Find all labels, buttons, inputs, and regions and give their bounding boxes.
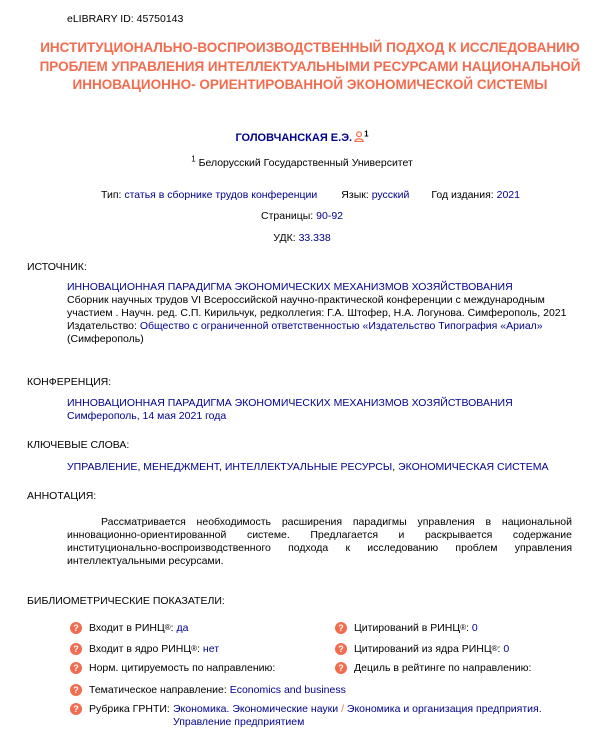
language-label: Язык: (341, 189, 369, 201)
help-icon[interactable]: ? (70, 662, 82, 674)
source-title-link[interactable]: ИННОВАЦИОННАЯ ПАРАДИГМА ЭКОНОМИЧЕСКИХ МЕХАНИЗМОВ ХОЗЯЙСТВОВАНИЯ (67, 281, 513, 293)
metric-theme: ? Тематическое направление: Economics and business (70, 684, 346, 696)
author-line (0, 131, 604, 144)
metric-rinc: ? Входит в РИНЦ ® : да (70, 622, 188, 634)
pages-label: Страницы: (261, 210, 314, 222)
keyword-link[interactable]: УПРАВЛЕНИЕ (67, 461, 138, 473)
metric-citations: ? Цитирований в РИНЦ ® : 0 (335, 622, 478, 634)
author-name[interactable]: ГОЛОВЧАНСКАЯ Е.Э. (235, 132, 353, 144)
affiliation-name: Белорусский Государственный Университет (198, 157, 413, 169)
language-value: русский (371, 189, 410, 201)
metric-rinc-core: ? Входит в ядро РИНЦ ® : нет (70, 643, 219, 655)
keywords-heading: КЛЮЧЕВЫЕ СЛОВА: (27, 439, 130, 451)
publisher-label: Издательство: (67, 320, 137, 332)
type-label: Тип: (101, 189, 122, 201)
keyword-link[interactable]: МЕНЕДЖМЕНТ (143, 461, 220, 473)
grnti-link-1[interactable]: Экономика. Экономические науки (173, 703, 339, 715)
theme-value: Economics and business (229, 684, 346, 696)
keyword-link[interactable]: ЭКОНОМИЧЕСКАЯ СИСТЕМА (398, 461, 549, 473)
help-icon[interactable]: ? (70, 622, 82, 634)
conference-heading: КОНФЕРЕНЦИЯ: (27, 376, 112, 388)
udk-line (0, 232, 604, 244)
source-details: Сборник научных трудов VI Всероссийской научно-практической конференции с международным участием . Научн. ред. С.П. Кирильчук, редколлегия: Г.А. Штофер, Н.А. Логунова. Симферополь, 2021 (67, 294, 567, 319)
help-icon[interactable]: ? (70, 703, 82, 715)
metric-norm-citation: ? Норм. цитируемость по направлению: (70, 662, 275, 674)
metric-core-citations: ? Цитирований из ядра РИНЦ ® : 0 (335, 643, 509, 655)
year-label: Год издания: (431, 189, 494, 201)
grnti-value: Экономика. Экономические науки / Экономика и организация предприятия. Управление предприятием (173, 703, 542, 728)
help-icon[interactable]: ? (70, 643, 82, 655)
publisher-city: (Симферополь) (67, 333, 144, 345)
help-icon[interactable]: ? (335, 622, 347, 634)
keyword-link[interactable]: ИНТЕЛЛЕКТУАЛЬНЫЕ РЕСУРСЫ (224, 461, 393, 473)
udk-value: 33.338 (298, 232, 331, 244)
keywords-list: УПРАВЛЕНИЕ, МЕНЕДЖМЕНТ, ИНТЕЛЛЕКТУАЛЬНЫЕ РЕСУРСЫ, ЭКОНОМИЧЕСКАЯ СИСТЕМА (67, 461, 549, 473)
pages-line (0, 210, 604, 222)
metric-grnti: ? Рубрика ГРНТИ: Экономика. Экономические науки / Экономика и организация предприятия. Управление предприятием (70, 703, 573, 729)
publisher-line (67, 320, 582, 346)
year-value: 2021 (496, 189, 520, 201)
bibliometrics-heading: БИБЛИОМЕТРИЧЕСКИЕ ПОКАЗАТЕЛИ: (27, 595, 225, 607)
pages-value: 90-92 (316, 210, 343, 222)
abstract-heading: АННОТАЦИЯ: (27, 490, 97, 502)
affiliation-sup: 1 (191, 154, 196, 164)
affiliation (0, 154, 604, 169)
help-icon[interactable]: ? (335, 662, 347, 674)
page-title: ИНСТИТУЦИОНАЛЬНО-ВОСПРОИЗВОДСТВЕННЫЙ ПОДХОД К ИССЛЕДОВАНИЮ ПРОБЛЕМ УПРАВЛЕНИЯ ИНТЕЛЛЕКТУАЛЬНЫМИ РЕСУРСАМИ НАЦИОНАЛЬНОЙ ИННОВАЦИОННО- ОРИЕНТИРОВАННОЙ ЭКОНОМИЧЕСКОЙ СИСТЕМЫ (39, 40, 581, 92)
help-icon[interactable]: ? (70, 684, 82, 696)
grnti-link-2[interactable]: Экономика и организация предприятия. Управление предприятием (173, 703, 542, 728)
abstract-text: Рассматривается необходимость расширения парадигмы управления в национальной инновационно-ориентированной системе. Предлагается и раскрывается содержание институционально-воспроизводственного подхода к исследованию проблем управления интеллектуальными ресурсами. (67, 516, 572, 567)
help-icon[interactable]: ? (335, 643, 347, 655)
citations-value[interactable]: 0 (471, 622, 478, 634)
publisher-link[interactable]: Общество с ограниченной ответственностью «Издательство Типография «Ариал» (139, 320, 543, 332)
user-icon (354, 131, 364, 142)
rinc-value: да (176, 622, 189, 634)
source-heading: ИСТОЧНИК: (27, 261, 87, 273)
udk-label: УДК: (273, 232, 296, 244)
conference-title-link[interactable]: ИННОВАЦИОННАЯ ПАРАДИГМА ЭКОНОМИЧЕСКИХ МЕХАНИЗМОВ ХОЗЯЙСТВОВАНИЯ (67, 397, 513, 409)
abstract-section (67, 516, 572, 568)
conference-section (67, 397, 582, 423)
core-citations-value[interactable]: 0 (503, 643, 510, 655)
type-value: статья в сборнике трудов конференции (124, 189, 318, 201)
author-sup: 1 (364, 129, 369, 139)
metric-decile: ? Дециль в рейтинге по направлению: (335, 662, 531, 674)
rinc-core-value: нет (202, 643, 220, 655)
elibrary-id: eLIBRARY ID: 45750143 (67, 13, 184, 25)
conference-place-date: Симферополь, 14 мая 2021 года (67, 410, 227, 422)
source-section (67, 281, 582, 346)
publication-meta (101, 189, 520, 201)
